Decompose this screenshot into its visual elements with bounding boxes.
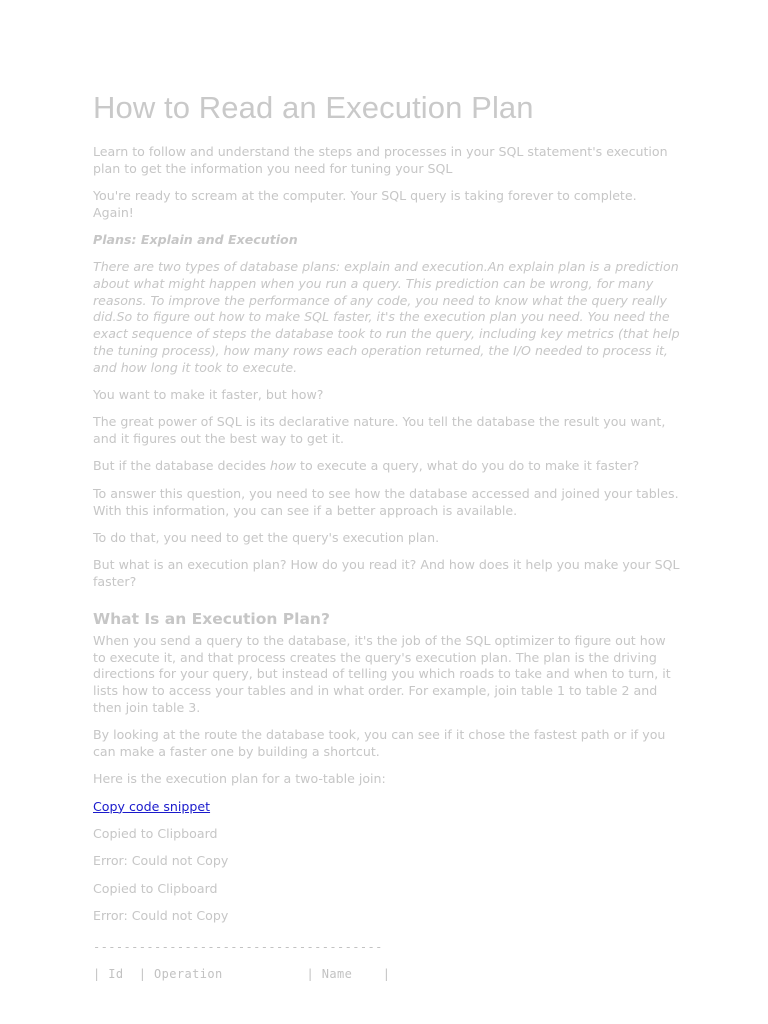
intro-paragraph: Learn to follow and understand the steps and processes in your SQL statement's execution plan to get the information you need for tuning your SQL — [93, 144, 668, 176]
status-error-2: Error: Could not Copy — [93, 907, 229, 923]
status-copied-1: Copied to Clipboard — [93, 825, 218, 841]
decides-emphasis: how — [270, 458, 297, 474]
paragraph-optimizer: When you send a query to the database, it's the job of the SQL optimizer to figure out how to execute it, and that process creates the query's execution plan. The plan is the driving directions for your query, but instead of telling you which roads to take and when to turn, it lists how to access your tables and in what order. For example, join table 1 to table 2 and then join table 3. — [93, 632, 671, 715]
copy-code-snippet-link[interactable]: Copy code snippet — [93, 798, 211, 814]
section-heading-what-is: What Is an Execution Plan? — [93, 609, 330, 628]
paragraph-route: By looking at the route the database took, you can see if it chose the fastest path or if you can make a faster one by building a shortcut. — [93, 727, 666, 760]
article — [93, 88, 681, 982]
paragraph-plan-types: There are two types of database plans: explain and execution.An explain plan is a prediction about what might happen when you run a query. This prediction can be wrong, for many reasons. To improve the performance of any code, you need to know what the query really did.So to figure out how to make SQL faster, it's the execution plan you need. You need the exact sequence of steps the database took to run the query, including key metrics (that help the tuning process), how many rows each operation returned, the I/O needed to process it, and how long it took to execute. — [93, 258, 680, 375]
code-rule-line: -------------------------------------- — [93, 939, 383, 954]
paragraph-todo: To do that, you need to get the query's execution plan. — [93, 529, 440, 545]
paragraph-here: Here is the execution plan for a two-table join: — [93, 771, 386, 787]
paragraph-scream: You're ready to scream at the computer. Your SQL query is taking forever to complete. Again! — [93, 188, 637, 220]
decides-text-start: But if the database decides — [93, 458, 271, 474]
paragraph-decides — [93, 458, 681, 475]
status-copied-2: Copied to Clipboard — [93, 880, 218, 896]
paragraph-answer: To answer this question, you need to see how the database accessed and joined your tables. With this information, you can see if a better approach is available. — [93, 485, 679, 518]
paragraph-what: But what is an execution plan? How do you read it? And how does it help you make your SQL faster? — [93, 557, 680, 589]
paragraph-faster: You want to make it faster, but how? — [93, 387, 324, 403]
code-block — [93, 939, 681, 982]
code-header-line: | Id | Operation | Name | — [93, 966, 391, 981]
status-error-1: Error: Could not Copy — [93, 853, 229, 869]
paragraph-declarative: The great power of SQL is its declarative nature. You tell the database the result you want, and it figures out the best way to get it. — [93, 414, 666, 447]
subheading-plans: Plans: Explain and Execution — [93, 232, 298, 248]
page-title: How to Read an Execution Plan — [93, 90, 534, 125]
decides-text-end: to execute a query, what do you do to make it faster? — [296, 458, 640, 474]
copy-snippet-wrapper — [93, 799, 681, 816]
